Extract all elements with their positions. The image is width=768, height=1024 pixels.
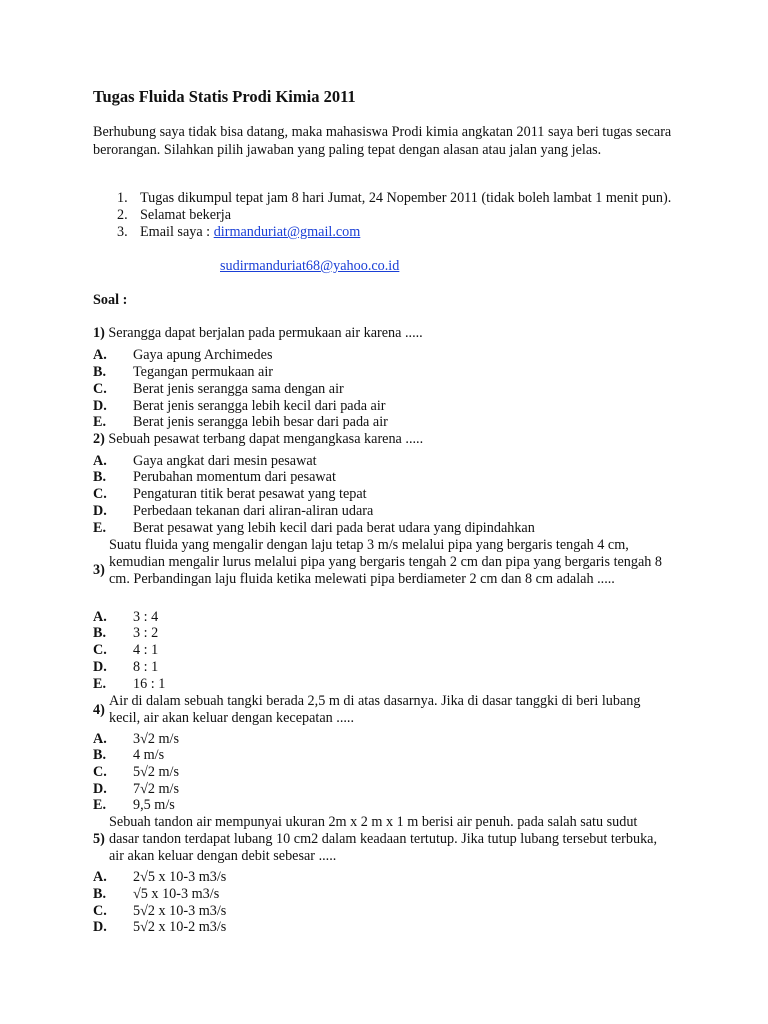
option-text: 4 m/s	[133, 747, 165, 763]
option-letter: D.	[93, 398, 107, 414]
instruction-number: 2.	[117, 207, 128, 223]
option-letter: A.	[93, 609, 107, 625]
email-link-yahoo[interactable]: sudirmanduriat68@yahoo.co.id	[220, 258, 400, 274]
option-text: 5√2 x 10-2 m3/s	[133, 919, 227, 935]
document-title: Tugas Fluida Statis Prodi Kimia 2011	[93, 87, 356, 106]
instruction-item	[117, 190, 677, 207]
option-letter: C.	[93, 486, 107, 502]
option-letter: D.	[93, 781, 107, 797]
option-letter: C.	[93, 381, 107, 397]
question-text: Sebuah tandon air mempunyai ukuran 2m x 2 m x 1 m berisi air penuh. pada salah satu sudut dasar tandon terdapat lubang 10 cm2 dalam keadaan tertutup. Jika tutup lubang tersebut terbuka, air akan keluar dengan debit sebesar .....	[109, 814, 658, 864]
instruction-item	[117, 207, 677, 224]
question-text: Sebuah pesawat terbang dapat mengangkasa karena .....	[108, 431, 424, 447]
option-text: 3√2 m/s	[133, 731, 180, 747]
option-text: Gaya apung Archimedes	[133, 347, 273, 363]
question-number: 3)	[93, 562, 105, 578]
option-text: 5√2 x 10-3 m3/s	[133, 903, 227, 919]
option-text: 3 : 2	[133, 625, 159, 641]
question-text: Suatu fluida yang mengalir dengan laju tetap 3 m/s melalui pipa yang bergaris tengah 4 cm, kemudian mengalir lurus melalui pipa yang bergaris tengah 2 cm dan pipa yang bergaris tengah 8 cm. Perbandingan laju fluida ketika melewati pipa berdiameter 2 cm dan 8 cm adalah .....	[109, 537, 663, 587]
question-4	[93, 693, 678, 727]
option-text: Perbedaan tekanan dari aliran-aliran udara	[133, 503, 374, 519]
option-text: Berat pesawat yang lebih kecil dari pada berat udara yang dipindahkan	[133, 520, 535, 536]
question-number: 5)	[93, 831, 105, 847]
option-text: 7√2 m/s	[133, 781, 180, 797]
option-letter: D.	[93, 659, 107, 675]
instruction-list	[117, 190, 677, 241]
option-letter: E.	[93, 520, 107, 536]
option-letter: C.	[93, 764, 107, 780]
option-text: Berat jenis serangga lebih besar dari pada air	[133, 414, 388, 430]
instruction-text: Selamat bekerja	[140, 207, 231, 223]
option-letter: B.	[93, 886, 107, 902]
option-letter: C.	[93, 903, 107, 919]
question-2	[93, 431, 423, 448]
email-label: Email saya :	[140, 224, 214, 240]
option-text: 16 : 1	[133, 676, 166, 692]
option-text: Berat jenis serangga lebih kecil dari pada air	[133, 398, 386, 414]
option-text: Berat jenis serangga sama dengan air	[133, 381, 344, 397]
question-number: 2)	[93, 431, 105, 447]
option-letter: E.	[93, 676, 107, 692]
option-letter: D.	[93, 503, 107, 519]
question-3	[93, 537, 678, 605]
question-1	[93, 325, 423, 342]
option-letter: A.	[93, 347, 107, 363]
option-text: 5√2 m/s	[133, 764, 180, 780]
option-letter: E.	[93, 414, 107, 430]
option-text: Gaya angkat dari mesin pesawat	[133, 453, 317, 469]
instruction-item	[117, 224, 677, 241]
option-letter: A.	[93, 731, 107, 747]
option-text: 4 : 1	[133, 642, 159, 658]
option-letter: D.	[93, 919, 107, 935]
question-number: 4)	[93, 702, 105, 718]
question-number: 1)	[93, 325, 105, 341]
option-letter: E.	[93, 797, 107, 813]
soal-heading: Soal :	[93, 292, 128, 308]
instruction-number: 3.	[117, 224, 128, 240]
option-text: 2√5 x 10-3 m3/s	[133, 869, 227, 885]
option-text: √5 x 10-3 m3/s	[133, 886, 220, 902]
option-letter: A.	[93, 453, 107, 469]
intro-paragraph: Berhubung saya tidak bisa datang, maka mahasiswa Prodi kimia angkatan 2011 saya beri tugas secara berorangan. Silahkan pilih jawaban yang paling tepat dengan alasan atau jalan yang jelas.	[93, 124, 672, 158]
option-letter: A.	[93, 869, 107, 885]
question-5	[93, 814, 678, 865]
option-text: Pengaturan titik berat pesawat yang tepat	[133, 486, 367, 502]
option-text: 8 : 1	[133, 659, 159, 675]
option-letter: B.	[93, 364, 107, 380]
option-letter: B.	[93, 747, 107, 763]
option-letter: B.	[93, 469, 107, 485]
option-letter: B.	[93, 625, 107, 641]
option-text: 9,5 m/s	[133, 797, 175, 813]
instruction-text: Tugas dikumpul tepat jam 8 hari Jumat, 24 Nopember 2011 (tidak boleh lambat 1 menit pun).	[140, 190, 672, 206]
option-text: Tegangan permukaan air	[133, 364, 274, 380]
question-text: Air di dalam sebuah tangki berada 2,5 m di atas dasarnya. Jika di dasar tanggki di beri lubang kecil, air akan keluar dengan kecepatan .....	[109, 693, 641, 726]
email-link-gmail[interactable]: dirmanduriat@gmail.com	[213, 224, 361, 240]
question-text: Serangga dapat berjalan pada permukaan air karena .....	[108, 325, 423, 341]
option-text: Perubahan momentum dari pesawat	[133, 469, 336, 485]
option-letter: C.	[93, 642, 107, 658]
option-text: 3 : 4	[133, 609, 159, 625]
instruction-number: 1.	[117, 190, 128, 206]
